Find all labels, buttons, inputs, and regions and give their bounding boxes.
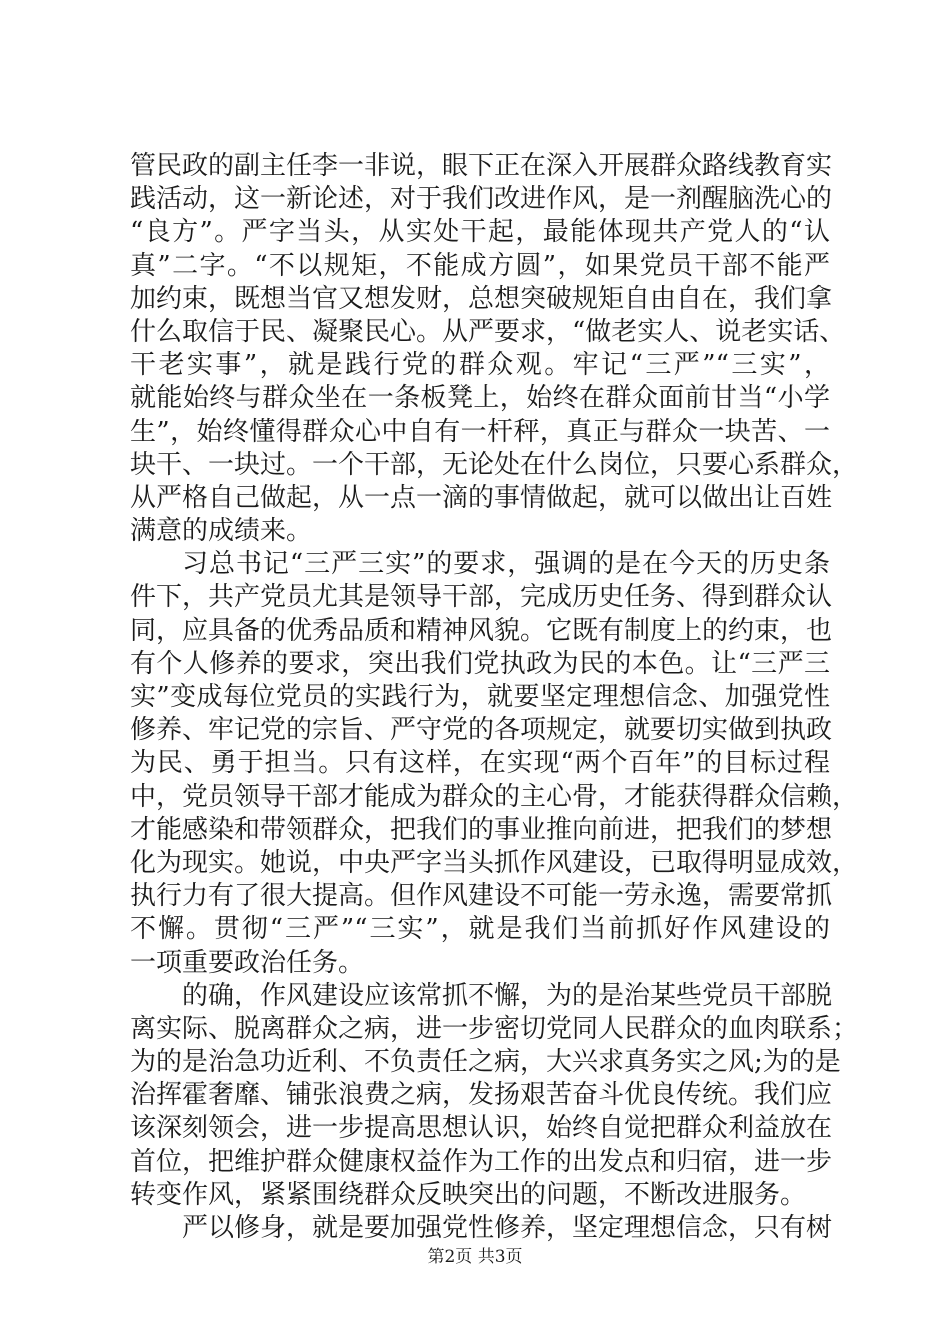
text-line: 满意的成绩来。 (130, 516, 313, 547)
text-line: 就能始终与群众坐在一条板凳上，始终在群众面前甘当“小学 (130, 383, 830, 414)
text-line: 中，党员领导干部才能成为群众的主心骨，才能获得群众信赖， (130, 781, 859, 812)
text-line: 践活动，这一新论述，对于我们改进作风，是一剂醒脑洗心的 (130, 184, 833, 215)
text-line: 块干、一块过。一个干部，无论处在什么岗位，只要心系群众， (130, 449, 859, 480)
paragraph-first-line: 习总书记“三严三实”的要求，强调的是在今天的历史条 (182, 549, 830, 580)
text-line: 首位，把维护群众健康权益作为工作的出发点和归宿，进一步 (130, 1146, 833, 1177)
text-line: 才能感染和带领群众，把我们的事业推向前进，把我们的梦想 (130, 814, 833, 845)
paragraph-first-line: 严以修身，就是要加强党性修养，坚定理想信念，只有树 (182, 1213, 833, 1243)
page-number-footer: 第2页 共3页 (427, 1247, 523, 1267)
text-line: 该深刻领会，进一步提高思想认识，始终自觉把群众利益放在 (130, 1113, 833, 1144)
text-line: 执行力有了很大提高。但作风建设不可能一劳永逸，需要常抓 (130, 881, 833, 912)
text-line: 离实际、脱离群众之病，进一步密切党同人民群众的血肉联系； (130, 1013, 859, 1044)
text-line: 为的是治急功近利、不负责任之病，大兴求真务实之风;为的是 (130, 1047, 841, 1078)
paragraph-first-line: 的确，作风建设应该常抓不懈，为的是治某些党员干部脱 (182, 980, 833, 1011)
text-line: 修养、牢记党的宗旨、严守党的各项规定，就要切实做到执政 (130, 715, 833, 746)
text-line: 同，应具备的优秀品质和精神风貌。它既有制度上的约束，也 (130, 615, 833, 646)
text-line: 件下，共产党员尤其是领导干部，完成历史任务、得到群众认 (130, 582, 833, 613)
text-line: 什么取信于民、凝聚民心。从严要求，“做老实人、说老实话、 (130, 316, 846, 347)
text-line: 生”，始终懂得群众心中自有一杆秤，真正与群众一块苦、一 (130, 416, 830, 447)
text-line: 管民政的副主任李一非说，眼下正在深入开展群众路线教育实 (130, 151, 833, 181)
text-line: 干老实事”，就是践行党的群众观。牢记“三严”“三实”， (130, 350, 830, 381)
text-line: 加约束，既想当官又想发财，总想突破规矩自由自在，我们拿 (130, 283, 833, 314)
text-line: 转变作风，紧紧围绕群众反映突出的问题，不断改进服务。 (130, 1179, 807, 1210)
text-line: 从严格自己做起，从一点一滴的事情做起，就可以做出让百姓 (130, 482, 833, 513)
text-line: 治挥霍奢靡、铺张浪费之病，发扬艰苦奋斗优良传统。我们应 (130, 1080, 833, 1111)
body-text (130, 150, 859, 1245)
text-line: 有个人修养的要求，突出我们党执政为民的本色。让“三严三 (130, 648, 830, 679)
text-line: 为民、勇于担当。只有这样，在实现“两个百年”的目标过程 (130, 748, 830, 779)
text-line: 实”变成每位党员的实践行为，就要坚定理想信念、加强党性 (130, 682, 830, 712)
text-line: 一项重要政治任务。 (130, 947, 365, 978)
text-line: “良方”。严字当头，从实处干起，最能体现共产党人的“认 (130, 217, 830, 248)
text-line: 真”二字。“不以规矩，不能成方圆”，如果党员干部不能严 (130, 250, 830, 281)
text-line: 不懈。贯彻“三严”“三实”，就是我们当前抓好作风建设的 (130, 914, 830, 945)
text-line: 化为现实。她说，中央严字当头抓作风建设，已取得明显成效， (130, 847, 859, 878)
